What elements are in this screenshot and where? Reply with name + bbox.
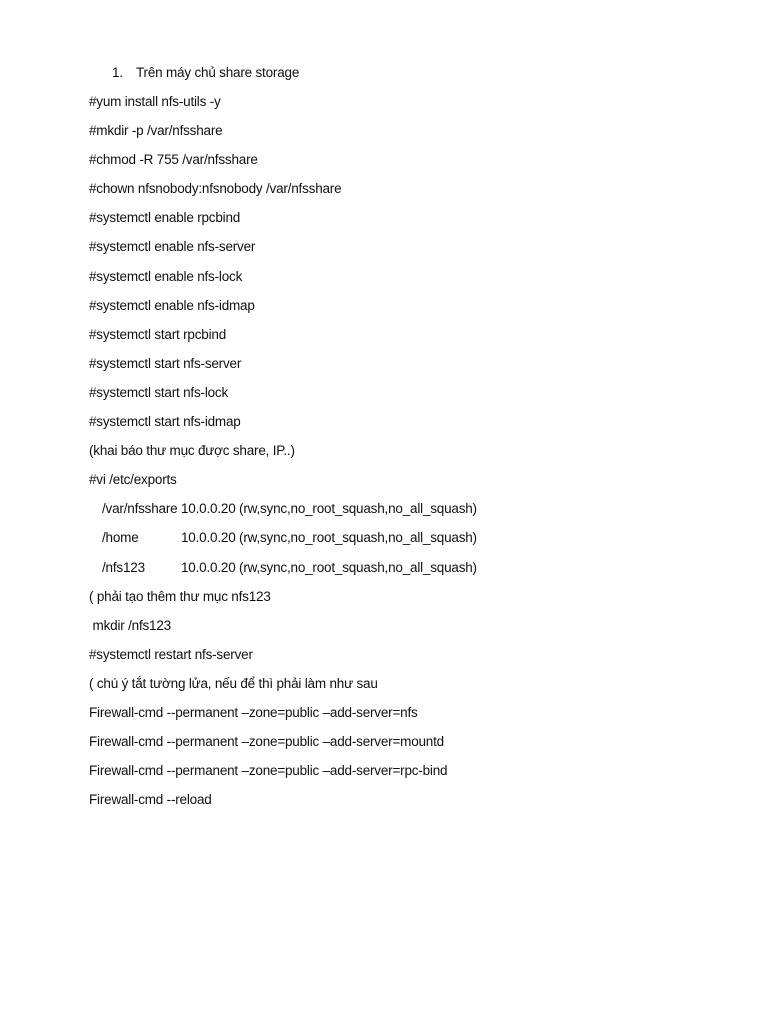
exports-entry: [89, 500, 728, 529]
heading-number: 1.: [112, 65, 123, 80]
document-body: [89, 93, 728, 820]
exports-path: /home: [102, 530, 139, 546]
command-line: #systemctl restart nfs-server: [89, 646, 253, 662]
exports-rule: 10.0.0.20 (rw,sync,no_root_squash,no_all_squash): [181, 559, 477, 575]
command-line: #systemctl start nfs-server: [89, 355, 242, 371]
exports-path: /nfs123: [102, 559, 145, 575]
command-line: #systemctl enable nfs-server: [89, 239, 256, 255]
exports-entry: [89, 559, 728, 588]
command-line: Firewall-cmd --permanent –zone=public –add-server=mountd: [89, 734, 444, 750]
command-line: mkdir /nfs123: [89, 617, 171, 633]
command-line: #systemctl start rpcbind: [89, 326, 226, 342]
command-line: #chmod -R 755 /var/nfsshare: [89, 152, 258, 168]
command-line: #yum install nfs-utils -y: [89, 94, 221, 109]
note-line: ( chú ý tắt tường lửa, nếu để thì phải làm như sau: [89, 675, 378, 691]
command-line: Firewall-cmd --permanent –zone=public –add-server=nfs: [89, 704, 418, 720]
command-line: #systemctl enable rpcbind: [89, 210, 241, 226]
exports-path: /var/nfsshare: [102, 501, 178, 517]
command-line: #mkdir -p /var/nfsshare: [89, 123, 223, 139]
command-line: #systemctl enable nfs-idmap: [89, 297, 255, 313]
heading-text: Trên máy chủ share storage: [136, 65, 300, 80]
command-line: Firewall-cmd --permanent –zone=public –add-server=rpc-bind: [89, 763, 448, 779]
exports-rule: 10.0.0.20 (rw,sync,no_root_squash,no_all_squash): [181, 501, 477, 517]
exports-entry: [89, 529, 728, 558]
note-line: ( phải tạo thêm thư mục nfs123: [89, 588, 271, 604]
command-line: #systemctl start nfs-idmap: [89, 414, 241, 430]
command-line: #chown nfsnobody:nfsnobody /var/nfsshare: [89, 181, 342, 197]
command-line: #systemctl start nfs-lock: [89, 384, 229, 400]
command-line: #vi /etc/exports: [89, 472, 177, 488]
section-heading: [112, 64, 299, 82]
exports-rule: 10.0.0.20 (rw,sync,no_root_squash,no_all_squash): [181, 530, 477, 546]
note-line: (khai báo thư mục được share, IP..): [89, 443, 295, 459]
command-line: Firewall-cmd --reload: [89, 792, 212, 808]
command-line: #systemctl enable nfs-lock: [89, 268, 243, 284]
